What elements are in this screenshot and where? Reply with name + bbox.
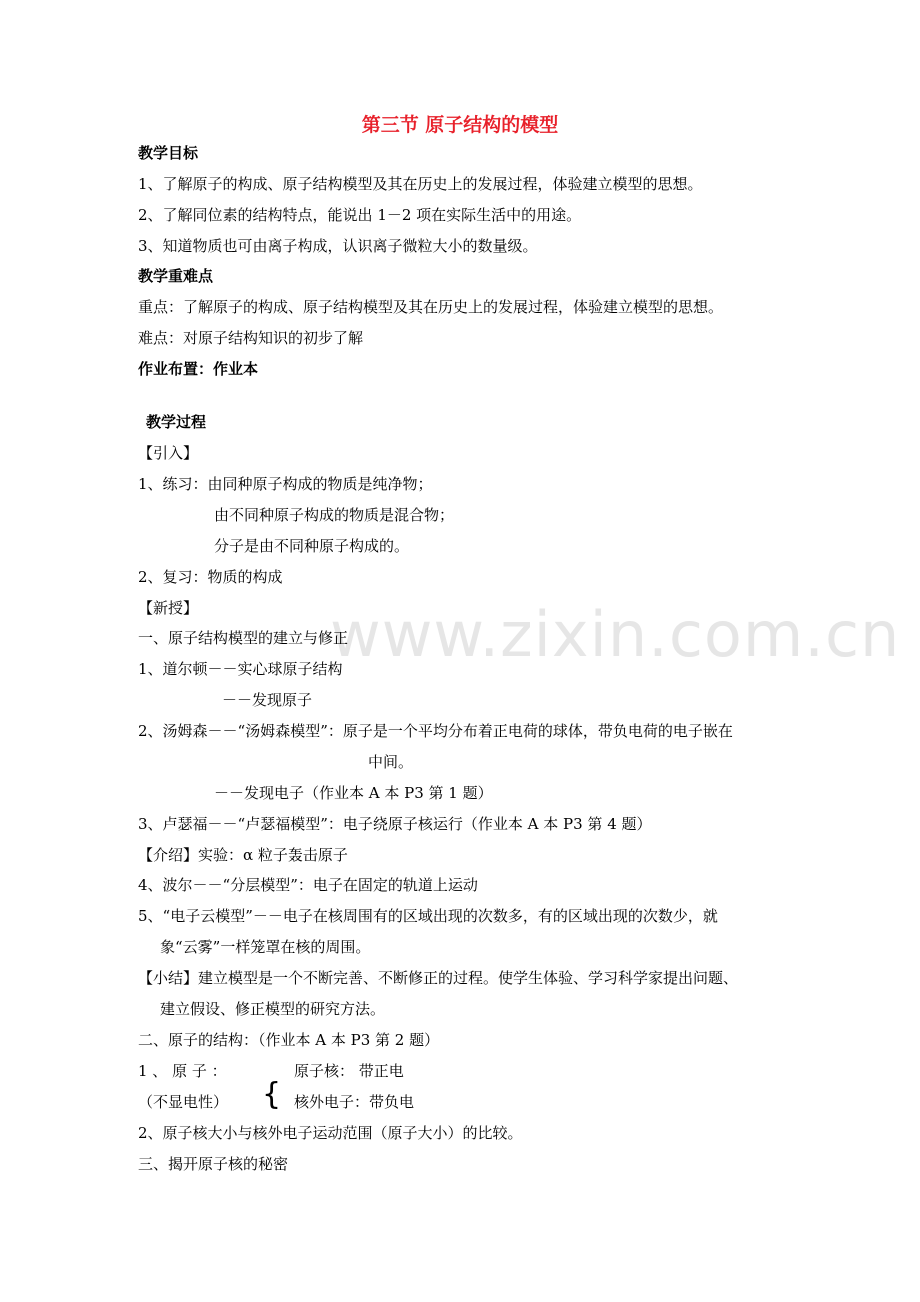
practice-1: 1、练习：由同种原子构成的物质是纯净物； [138,475,433,493]
new-tag: 【新授】 [138,599,199,617]
thomson-cont: 中间。 [368,753,414,771]
thomson-sub: －－发现电子（作业本 A 本 P3 第 1 题） [214,784,493,802]
practice-2: 由不同种原子构成的物质是混合物； [214,506,455,524]
bohr: 4、波尔－－“分层模型”：电子在固定的轨道上运动 [138,876,478,894]
summary-1: 【小结】建立模型是一个不断完善、不断修正的过程。使学生体验、学习科学家提出问题、 [138,969,739,987]
process-heading: 教学过程 [146,413,207,431]
key-point: 重点：了解原子的构成、原子结构模型及其在历史上的发展过程，体验建立模型的思想。 [138,298,724,316]
dalton: 1、道尔顿－－实心球原子结构 [138,660,343,678]
page-title: 第三节 原子结构的模型 [361,114,559,136]
goal-1: 1、了解原子的构成、原子结构模型及其在历史上的发展过程，体验建立模型的思想。 [138,175,703,193]
brace-symbol: { [262,1077,282,1112]
section-2-heading: 二、原子的结构：（作业本 A 本 P3 第 2 题） [138,1031,440,1049]
neutral-note: （不显电性） [138,1093,229,1111]
watermark: www.zixin.com.cn [330,598,901,671]
review: 2、复习：物质的构成 [138,568,283,586]
thomson: 2、汤姆森－－“汤姆森模型”：原子是一个平均分布着正电荷的球体，带负电荷的电子嵌在 [138,722,733,740]
rutherford: 3、卢瑟福－－“卢瑟福模型”：电子绕原子核运行（作业本 A 本 P3 第 4 题） [138,815,652,833]
nucleus-line: 原子核： 带正电 [294,1062,404,1080]
practice-3: 分子是由不同种原子构成的。 [214,537,410,555]
homework: 作业布置：作业本 [138,360,259,378]
electron-line: 核外电子：带负电 [294,1093,415,1111]
section-3-heading: 三、揭开原子核的秘密 [138,1155,289,1173]
summary-2: 建立假设、修正模型的研究方法。 [160,1000,386,1018]
goal-2: 2、了解同位素的结构特点，能说出 1－2 项在实际生活中的用途。 [138,206,582,224]
key-heading: 教学重难点 [138,267,214,285]
intro-tag: 【引入】 [138,444,199,462]
cloud-model-cont: 象“云雾”一样笼罩在核的周围。 [160,938,371,956]
goal-3: 3、知道物质也可由离子构成，认识离子微粒大小的数量级。 [138,237,538,255]
cloud-model: 5、“电子云模型”－－电子在核周围有的区域出现的次数多，有的区域出现的次数少，就 [138,907,718,925]
goals-heading: 教学目标 [138,144,199,162]
dalton-sub: －－发现原子 [222,691,313,709]
difficult-point: 难点：对原子结构知识的初步了解 [138,329,364,347]
atom-label: 1 、 原 子 ： [138,1062,227,1080]
compare: 2、原子核大小与核外电子运动范围（原子大小）的比较。 [138,1124,523,1142]
section-1-heading: 一、原子结构模型的建立与修正 [138,629,349,647]
intro-experiment: 【介绍】实验：α 粒子轰击原子 [138,846,348,864]
